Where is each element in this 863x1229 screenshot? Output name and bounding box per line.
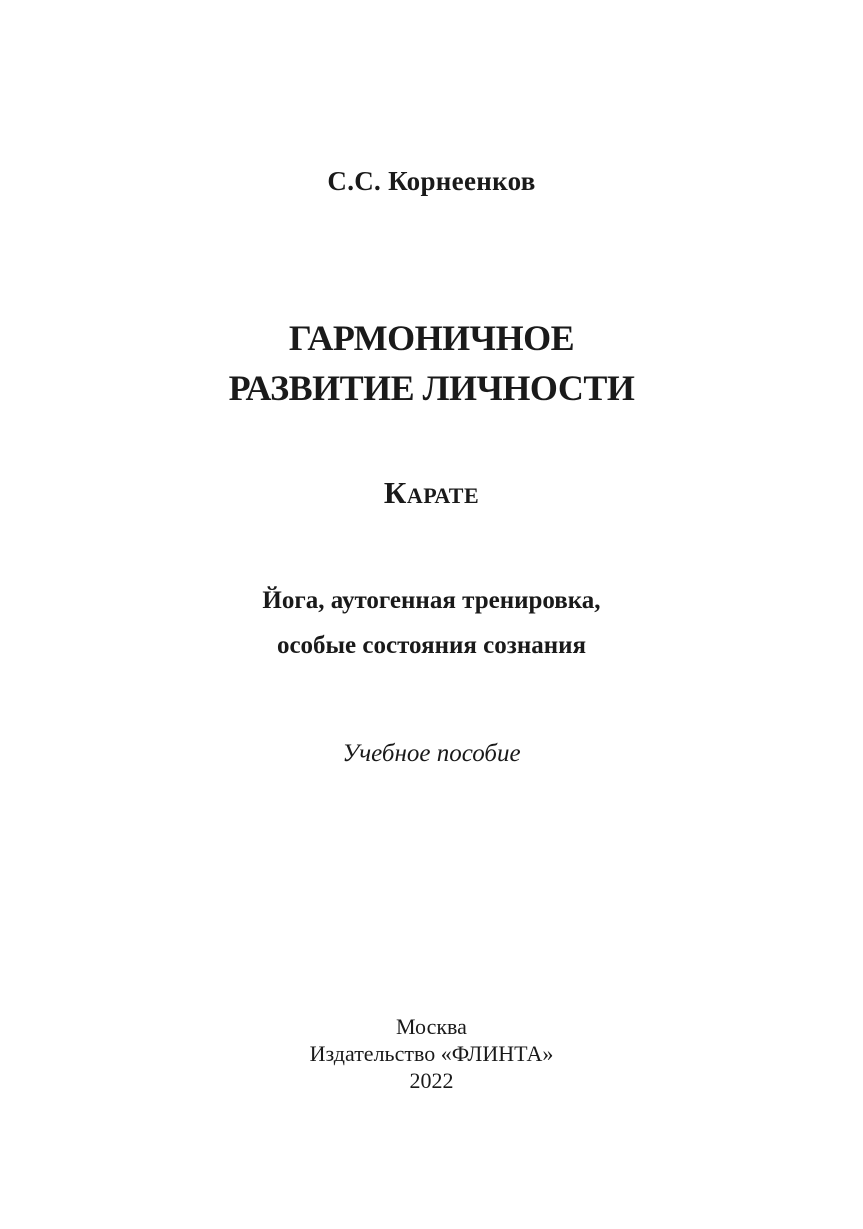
topic-line-1: Йога, аутогенная тренировка, (262, 587, 601, 614)
book-title-line-2: РАЗВИТИЕ ЛИЧНОСТИ (228, 368, 635, 408)
author-name: С.С. Корнеенков (327, 166, 536, 196)
book-title-line-1: ГАРМОНИЧНОЕ (288, 318, 575, 358)
publication-type: Учебное пособие (342, 740, 521, 767)
imprint-year: 2022 (409, 1068, 454, 1093)
topic-line-2: особые состояния сознания (276, 632, 587, 659)
book-subtitle: Карате (383, 475, 480, 510)
imprint-city: Москва (396, 1014, 467, 1039)
imprint-publisher: Издательство «ФЛИНТА» (309, 1041, 554, 1066)
